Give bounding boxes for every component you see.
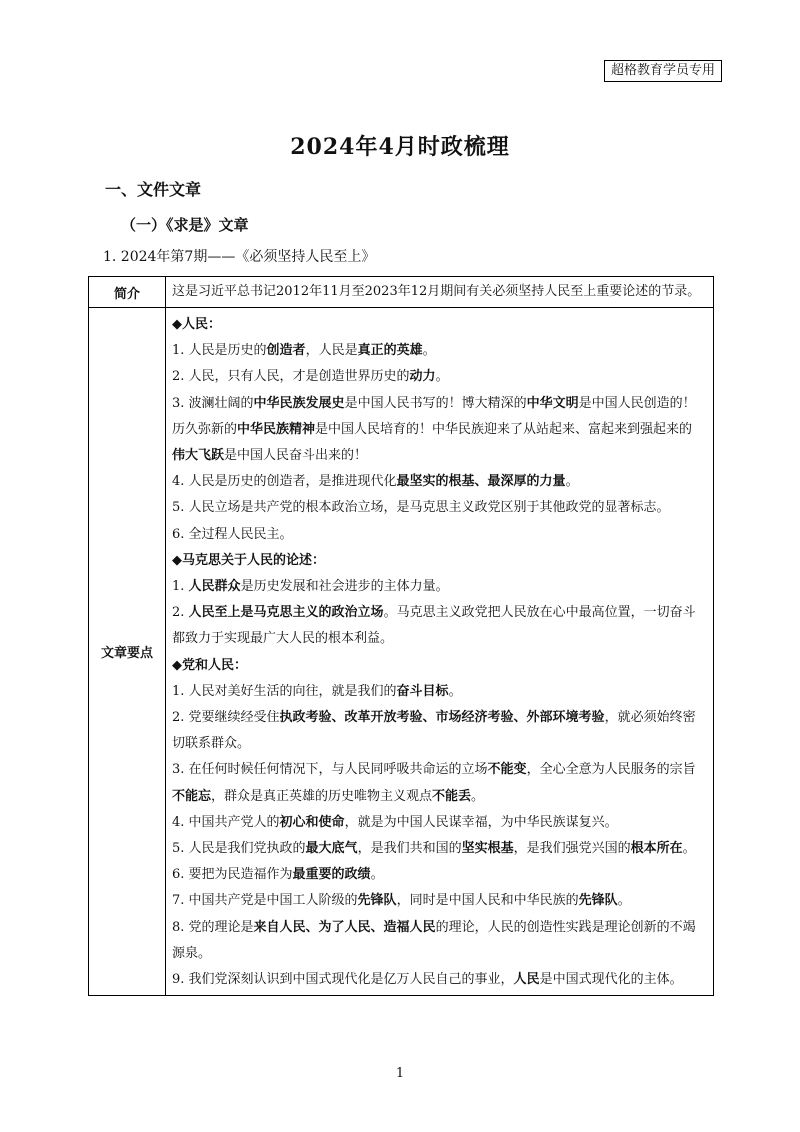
bold-text: 先锋队 bbox=[578, 893, 618, 909]
text: 的理论，人民的创造性实践是理论创新的不竭 bbox=[435, 919, 696, 935]
bold-text: ◆党和人民： bbox=[172, 657, 247, 673]
points-label: 文章要点 bbox=[89, 308, 166, 996]
points-line bbox=[172, 862, 707, 888]
text: 6. 全过程人民民主。 bbox=[172, 526, 293, 542]
bold-text: 伟大飞跃 bbox=[172, 448, 225, 464]
section-heading: 一、文件文章 bbox=[105, 180, 202, 199]
text: 都致力于实现最广大人民的根本利益。 bbox=[172, 631, 394, 647]
points-line bbox=[172, 522, 707, 548]
bold-text: 动力 bbox=[409, 369, 436, 385]
bold-text: 初心和使命 bbox=[279, 814, 345, 830]
text: 2. 党要继续经受住 bbox=[172, 710, 280, 726]
article-table bbox=[88, 276, 714, 996]
bold-text: 中华文明 bbox=[526, 395, 579, 411]
points-line bbox=[172, 705, 707, 731]
points-line bbox=[172, 941, 707, 967]
points-line bbox=[172, 338, 707, 364]
text: 。 bbox=[565, 474, 579, 490]
page-title: 2024年4月时政梳理 bbox=[290, 134, 510, 160]
usage-stamp: 超格教育学员专用 bbox=[604, 60, 722, 82]
text: 。 bbox=[370, 867, 384, 883]
text: 1. bbox=[172, 579, 189, 595]
bold-text: 人民 bbox=[513, 972, 540, 988]
bold-text: 执政考验、改革开放考验、市场经济考验、外部环境考验 bbox=[279, 710, 605, 726]
text: 。马克思主义政党把人民放在心中最高位置，一切奋斗 bbox=[383, 605, 696, 621]
points-line bbox=[172, 967, 707, 993]
text: ，是我们强党兴国的 bbox=[513, 841, 631, 857]
bold-text: 人民群众 bbox=[188, 579, 241, 595]
points-line bbox=[172, 679, 707, 705]
points-line bbox=[172, 364, 707, 390]
bold-text: 不能忘 bbox=[172, 788, 212, 804]
text: ，群众是真正英雄的历史唯物主义观点 bbox=[211, 788, 433, 804]
points-content bbox=[166, 308, 714, 996]
text: 6. 要把为民造福作为 bbox=[172, 867, 293, 883]
bold-text: 不能丢 bbox=[432, 788, 472, 804]
text: 。 bbox=[471, 788, 485, 804]
bold-text: 坚实根基 bbox=[461, 841, 514, 857]
points-line bbox=[172, 626, 707, 652]
points-section-heading bbox=[172, 312, 707, 338]
points-row bbox=[89, 308, 714, 996]
points-section-heading bbox=[172, 548, 707, 574]
bold-text: 中华民族发展史 bbox=[253, 395, 345, 411]
bold-text: 真正的英雄 bbox=[357, 343, 423, 359]
points-line bbox=[172, 391, 707, 417]
intro-row bbox=[89, 277, 714, 308]
text: 8. 党的理论是 bbox=[172, 919, 254, 935]
text: ，全心全意为人民服务的宗旨 bbox=[526, 762, 696, 778]
points-line bbox=[172, 888, 707, 914]
text: 3. 在任何时候任何情况下，与人民同呼吸共命运的立场 bbox=[172, 762, 488, 778]
bold-text: ◆马克思关于人民的论述： bbox=[172, 552, 325, 568]
text: 历久弥新的 bbox=[172, 421, 238, 437]
points-line bbox=[172, 757, 707, 783]
bold-text: 来自人民、为了人民、造福人民 bbox=[253, 919, 436, 935]
intro-label: 简介 bbox=[89, 277, 166, 308]
points-line bbox=[172, 915, 707, 941]
text: 2. 人民，只有人民，才是创造世界历史的 bbox=[172, 369, 410, 385]
bold-text: 中华民族精神 bbox=[237, 421, 316, 437]
text: 。 bbox=[422, 343, 436, 359]
text: 2. bbox=[172, 605, 189, 621]
text: 。 bbox=[617, 893, 631, 909]
bold-text: 根本所在 bbox=[630, 841, 683, 857]
text: 。 bbox=[682, 841, 696, 857]
text: 切联系群众。 bbox=[172, 736, 251, 752]
text: 是历史发展和社会进步的主体力量。 bbox=[240, 579, 449, 595]
points-line bbox=[172, 574, 707, 600]
points-line bbox=[172, 469, 707, 495]
text: ，就是为中国人民谋幸福，为中华民族谋复兴。 bbox=[344, 814, 618, 830]
subsection-heading: （一）《求是》文章 bbox=[121, 216, 249, 234]
bold-text: 最重要的政绩 bbox=[292, 867, 371, 883]
bold-text: 最坚实的根基、最深厚的力量 bbox=[396, 474, 566, 490]
text: 3. 波澜壮阔的 bbox=[172, 395, 254, 411]
bold-text: ◆人民： bbox=[172, 317, 221, 332]
text: 。 bbox=[435, 369, 449, 385]
bold-text: 不能变 bbox=[487, 762, 527, 778]
text: 是中国人民创造的！ bbox=[578, 395, 696, 411]
text: 是中国式现代化的主体。 bbox=[539, 972, 683, 988]
text: 5. 人民是我们党执政的 bbox=[172, 841, 306, 857]
text: 4. 中国共产党人的 bbox=[172, 814, 280, 830]
points-line bbox=[172, 784, 707, 810]
text: 4. 人民是历史的创造者，是推进现代化 bbox=[172, 474, 397, 490]
text: ，人民是 bbox=[305, 343, 358, 359]
points-line bbox=[172, 443, 707, 469]
text: 5. 人民立场是共产党的根本政治立场，是马克思主义政党区别于其他政党的显著标志。 bbox=[172, 500, 670, 516]
article-heading: 1. 2024年第7期——《必须坚持人民至上》 bbox=[103, 249, 376, 265]
bold-text: 奋斗目标 bbox=[396, 683, 449, 699]
points-line bbox=[172, 731, 707, 757]
points-line bbox=[172, 600, 707, 626]
text: 是中国人民奋斗出来的！ bbox=[224, 448, 368, 464]
intro-text: 这是习近平总书记2012年11月至2023年12月期间有关必须坚持人民至上重要论述的节录。 bbox=[166, 277, 714, 308]
bold-text: 最大底气 bbox=[305, 841, 358, 857]
text: 是中国人民培育的！中华民族迎来了从站起来、富起来到强起来的 bbox=[315, 421, 693, 437]
text: 7. 中国共产党是中国工人阶级的 bbox=[172, 893, 358, 909]
points-section-heading bbox=[172, 653, 707, 679]
text: ，是我们共和国的 bbox=[357, 841, 462, 857]
text: 1. 人民是历史的 bbox=[172, 343, 267, 359]
bold-text: 先锋队 bbox=[357, 893, 397, 909]
points-line bbox=[172, 836, 707, 862]
text: ，就必须始终密 bbox=[604, 710, 696, 726]
bold-text: 创造者 bbox=[266, 343, 306, 359]
points-line bbox=[172, 417, 707, 443]
points-line bbox=[172, 810, 707, 836]
text: ，同时是中国人民和中华民族的 bbox=[396, 893, 579, 909]
points-line bbox=[172, 495, 707, 521]
text: 是中国人民书写的！博大精深的 bbox=[344, 395, 527, 411]
text: 源泉。 bbox=[172, 945, 212, 961]
text: 。 bbox=[448, 683, 462, 699]
bold-text: 人民至上是马克思主义的政治立场 bbox=[188, 605, 384, 621]
text: 1. 人民对美好生活的向往，就是我们的 bbox=[172, 683, 397, 699]
text: 9. 我们党深刻认识到中国式现代化是亿万人民自己的事业， bbox=[172, 972, 514, 988]
page-number: 1 bbox=[395, 1066, 405, 1081]
